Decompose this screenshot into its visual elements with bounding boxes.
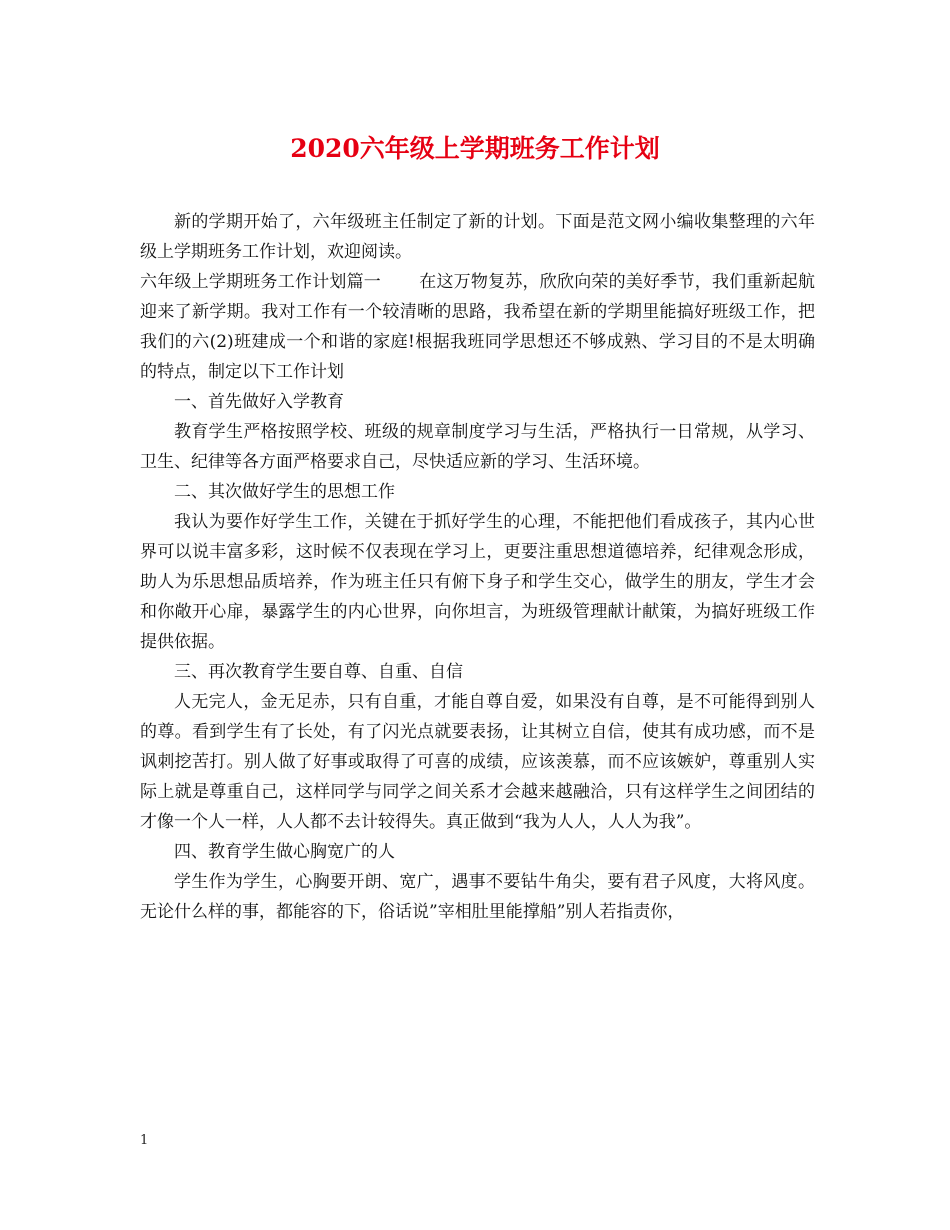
section-text-1: 教育学生严格按照学校、班级的规章制度学习与生活，严格执行一日常规，从学习、卫生、纪律等各方面严格要求自己，尽快适应新的学习、生活环境。 bbox=[140, 422, 815, 472]
section-text-3: 人无完人，金无足赤，只有自重，才能自尊自爱，如果没有自尊，是不可能得到别人的尊。看到学生有了长处，有了闪光点就要表扬，让其树立自信，使其有成功感，而不是讽刺挖苦打。别人做了好事或取得了可喜的成绩，应该羡慕，而不应该嫉妒，尊重别人实际上就是尊重自己，这样同学与同学之间关系才会越来越融洽，只有这样学生之间团结的才像一个人一样，人人都不去计较得失。真正做到“我为人人，人人为我”。 bbox=[140, 692, 815, 832]
section-text-4: 学生作为学生，心胸要开朗、宽广，遇事不要钻牛角尖，要有君子风度，大将风度。无论什么样的事，都能容的下，俗话说”宰相肚里能撑船”别人若指责你， bbox=[140, 872, 815, 922]
section-heading-2: 二、其次做好学生的思想工作 bbox=[174, 482, 395, 502]
section-text-2: 我认为要作好学生工作，关键在于抓好学生的心理，不能把他们看成孩子，其内心世界可以说丰富多彩，这时候不仅表现在学习上，更要注重思想道德培养，纪律观念形成，助人为乐思想品质培养，作为班主任只有俯下身子和学生交心，做学生的朋友，学生才会和你敞开心扉，暴露学生的内心世界，向你坦言，为班级管理献计献策，为搞好班级工作提供依据。 bbox=[140, 512, 815, 652]
section-heading-4: 四、教育学生做心胸宽广的人 bbox=[174, 842, 395, 862]
document-title: 2020六年级上学期班务工作计划 bbox=[290, 134, 660, 163]
section-heading-3: 三、再次教育学生要自尊、自重、自信 bbox=[174, 662, 463, 682]
page-number: 1 bbox=[140, 1133, 149, 1148]
document-body bbox=[140, 207, 815, 927]
section-label: 六年级上学期班务工作计划篇一 bbox=[140, 272, 382, 292]
section-heading-1: 一、首先做好入学教育 bbox=[174, 392, 344, 412]
opening-paragraph bbox=[140, 267, 815, 387]
opening-text: 在这万物复苏，欣欣向荣的美好季节，我们重新起航迎来了新学期。我对工作有一个较清晰的思路，我希望在新的学期里能搞好班级工作，把我们的六(2)班建成一个和谐的家庭!根据我班同学思想还不够成熟、学习目的不是太明确的特点，制定以下工作计划 bbox=[140, 272, 816, 382]
intro-paragraph: 新的学期开始了，六年级班主任制定了新的计划。下面是范文网小编收集整理的六年级上学期班务工作计划，欢迎阅读。 bbox=[140, 212, 815, 262]
